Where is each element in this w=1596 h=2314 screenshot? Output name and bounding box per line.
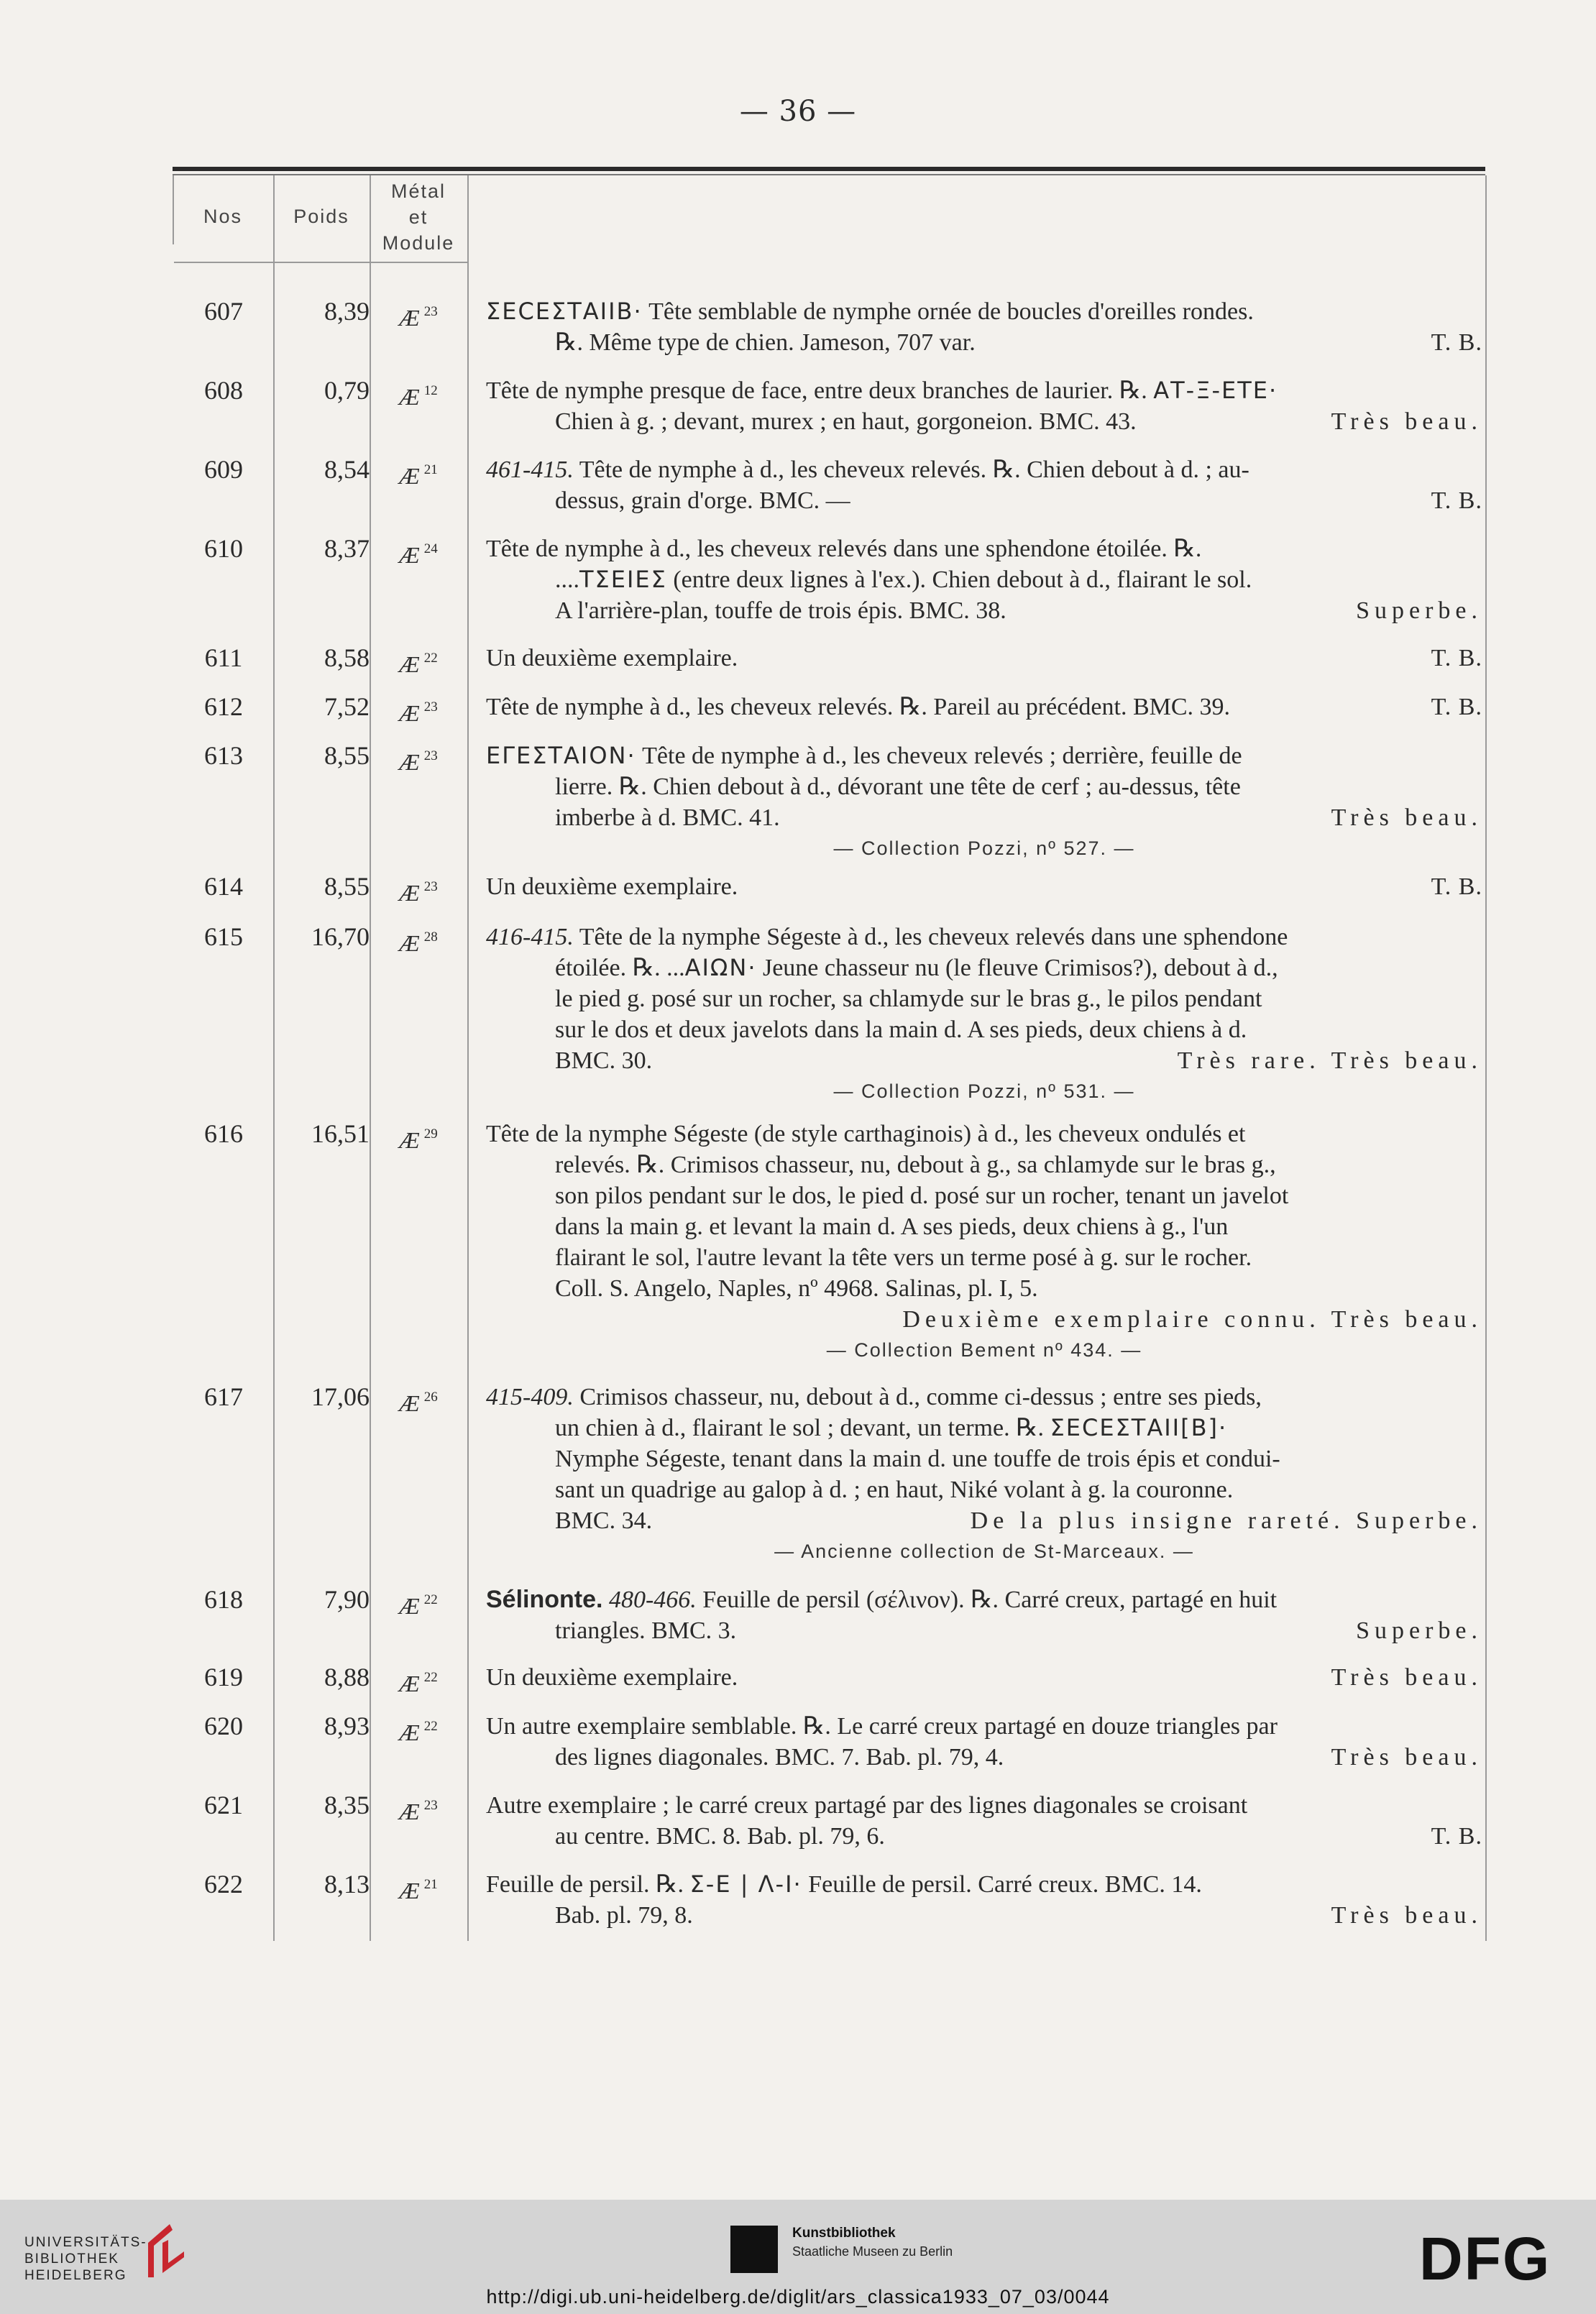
grade: Très beau. — [1331, 408, 1482, 435]
entry-description: Tête de nymphe à d., les cheveux relevés dans une sphendone étoilée. ℞. ....ΤΣΕΙΕΣ (entre deux lignes à l'ex.). Chien debout à d., flairant le sol. A l'arrière-plan, touffe de trois épis. BMC. 38. Superbe. — [486, 533, 1482, 626]
entry-number: 613 — [204, 741, 243, 770]
entry-description: ΣΕϹΕΣΤΑΙΙΒ· Tête semblable de nymphe ornée de boucles d'oreilles rondes. ℞. Même type de chien. Jameson, 707 var. T. B. — [486, 296, 1482, 358]
entry-weight: 8,58 — [324, 643, 370, 672]
entry-number: 610 — [204, 534, 243, 563]
collection-note: — Ancienne collection de St-Marceaux. — — [774, 1541, 1194, 1562]
grade: Superbe. — [1356, 1617, 1482, 1644]
entry-metal: Æ $^{28}$ — [399, 929, 438, 956]
entry-metal: Æ $^{12}$ — [399, 383, 438, 410]
dfg-logo[interactable]: DFG — [1419, 2225, 1551, 2292]
ub-heidelberg-wordmark[interactable]: UNIVERSITÄTS- BIBLIOTHEK HEIDELBERG — [24, 2235, 147, 2283]
page-number: — 36 — — [739, 95, 857, 128]
kunstbibliothek-subtitle: Staatliche Museen zu Berlin — [792, 2244, 953, 2259]
entry-number: 607 — [204, 297, 243, 326]
entry-number: 609 — [204, 455, 243, 484]
entry-number: 608 — [204, 376, 243, 405]
entry-weight: 7,90 — [324, 1585, 370, 1614]
column-header-metal: Métal et Module — [382, 180, 455, 254]
entry-number: 618 — [204, 1585, 243, 1614]
grade: T. B. — [1431, 487, 1482, 514]
column-divider — [1485, 175, 1487, 1941]
entry-weight: 8,55 — [324, 872, 370, 901]
coin-legend: ΣΕϹΕΣΤΑΙΙ[Β]· — [1050, 1414, 1228, 1441]
column-divider — [467, 175, 469, 1941]
entry-number: 621 — [204, 1791, 243, 1819]
entry-metal: Æ $^{26}$ — [399, 1390, 438, 1416]
permalink-url[interactable]: http://digi.ub.uni-heidelberg.de/diglit/ars_classica1933_07_03/0044 — [486, 2286, 1110, 2308]
collection-note: — Collection Pozzi, nº 527. — — [833, 837, 1135, 859]
entry-metal: Æ $^{24}$ — [399, 541, 438, 568]
entry-description: Un deuxième exemplaire. T. B. — [486, 643, 1482, 674]
entry-metal: Æ $^{22}$ — [399, 1670, 438, 1697]
entry-weight: 8,37 — [324, 534, 370, 563]
entry-weight: 16,70 — [311, 922, 370, 951]
grade: Superbe. — [1356, 597, 1482, 624]
grade: T. B. — [1431, 329, 1482, 356]
column-header-poids: Poids — [293, 206, 349, 227]
entry-weight: 0,79 — [324, 376, 370, 405]
coin-legend: ΕΓΕΣΤΑΙΟΝ· — [486, 742, 636, 769]
entry-description: Un deuxième exemplaire. Très beau. — [486, 1662, 1482, 1693]
entry-weight: 8,39 — [324, 297, 370, 326]
entry-metal: Æ $^{23}$ — [399, 699, 438, 726]
entry-number: 620 — [204, 1712, 243, 1740]
table-top-rule — [173, 167, 1485, 171]
entry-metal: Æ $^{21}$ — [399, 462, 438, 489]
entry-number: 612 — [204, 692, 243, 721]
entry-number: 611 — [204, 643, 243, 672]
ub-logo-icon[interactable] — [141, 2221, 188, 2280]
grade: Très beau. — [1331, 804, 1482, 831]
grade: T. B. — [1431, 1823, 1482, 1850]
entry-number: 622 — [204, 1870, 243, 1899]
digitization-footer — [0, 2200, 1596, 2314]
date-range: 416-415. — [486, 924, 574, 950]
entry-weight: 7,52 — [324, 692, 370, 721]
date-range: 415-409. — [486, 1384, 574, 1410]
grade: T. B. — [1431, 645, 1482, 671]
entry-weight: 8,93 — [324, 1712, 370, 1740]
entry-description: Tête de nymphe à d., les cheveux relevés. ℞. Pareil au précédent. BMC. 39. T. B. — [486, 692, 1482, 722]
entry-description: Feuille de persil. ℞. Σ-Ε | Λ-Ι· Feuille de persil. Carré creux. BMC. 14. Bab. pl. 79, 8. Très beau. — [486, 1869, 1482, 1931]
entry-metal: Æ $^{22}$ — [399, 651, 438, 677]
entry-description: Un deuxième exemplaire. T. B. — [486, 871, 1482, 902]
grade: Très rare. Très beau. — [1177, 1047, 1482, 1074]
entry-description: 461-415. Tête de nymphe à d., les cheveux relevés. ℞. Chien debout à d. ; au- dessus, grain d'orge. BMC. — T. B. — [486, 454, 1482, 516]
entry-number: 616 — [204, 1119, 243, 1148]
section-heading: Sélinonte. — [486, 1586, 603, 1613]
grade: Très beau. — [1331, 1664, 1482, 1691]
entry-weight: 17,06 — [311, 1382, 370, 1411]
entry-metal: Æ $^{21}$ — [399, 1877, 438, 1904]
grade: De la plus insigne rareté. Superbe. — [970, 1507, 1482, 1534]
entry-weight: 8,13 — [324, 1870, 370, 1899]
entry-description: Un autre exemplaire semblable. ℞. Le carré creux partagé en douze triangles par des lignes diagonales. BMC. 7. Bab. pl. 79, 4. Très beau. — [486, 1711, 1482, 1773]
entry-weight: 8,35 — [324, 1791, 370, 1819]
entry-weight: 8,88 — [324, 1663, 370, 1691]
entry-metal: Æ $^{23}$ — [399, 304, 438, 331]
entry-number: 619 — [204, 1663, 243, 1691]
entry-metal: Æ $^{29}$ — [399, 1126, 438, 1153]
entry-metal: Æ $^{23}$ — [399, 879, 438, 906]
entry-metal: Æ $^{22}$ — [399, 1719, 438, 1745]
coin-legend: Σ-Ε | Λ-Ι· — [689, 1870, 802, 1898]
entry-description: Autre exemplaire ; le carré creux partagé par des lignes diagonales se croisant au centre. BMC. 8. Bab. pl. 79, 6. T. B. — [486, 1790, 1482, 1852]
grade: Deuxième exemplaire connu. Très beau. — [902, 1306, 1482, 1333]
entry-metal: Æ $^{22}$ — [399, 1592, 438, 1619]
collection-note: — Collection Bement nº 434. — — [826, 1339, 1142, 1361]
grade: Très beau. — [1331, 1902, 1482, 1929]
entry-number: 614 — [204, 872, 243, 901]
entry-description: Sélinonte. 480-466. Feuille de persil (σέλινον). ℞. Carré creux, partagé en huit triangles. BMC. 3. Superbe. — [486, 1584, 1482, 1646]
grade: T. B. — [1431, 873, 1482, 900]
column-header-nos: Nos — [203, 206, 242, 227]
kunstbibliothek-logo-icon[interactable] — [730, 2226, 778, 2273]
coin-legend: ΑΙΩΝ· — [684, 954, 757, 981]
entry-description: 415-409. Crimisos chasseur, nu, debout à d., comme ci-dessus ; entre ses pieds, un chien à d., flairant le sol ; devant, un terme. ℞. ΣΕϹΕΣΤΑΙΙ[Β]· Nymphe Ségeste, tenant dans la main d. une touffe de trois épis et condui- sant un quadrige au galop à d. ; en haut, Niké volant à g. la couronne. BMC. 34. De la plus insigne rareté. Superbe. — Ancienne collection de St-Marceaux. — — [486, 1382, 1482, 1567]
collection-note: — Collection Pozzi, nº 531. — — [833, 1080, 1135, 1102]
grade: Très beau. — [1331, 1744, 1482, 1771]
grade: T. B. — [1431, 694, 1482, 720]
entry-description: Tête de nymphe presque de face, entre deux branches de laurier. ℞. ΑΤ-Ξ-ΕΤΕ· Chien à g. ; devant, murex ; en haut, gorgoneion. BMC. 43. Très beau. — [486, 375, 1482, 437]
entry-description: ΕΓΕΣΤΑΙΟΝ· Tête de nymphe à d., les cheveux relevés ; derrière, feuille de lierre. ℞. Chien debout à d., dévorant une tête de cerf ; au-dessus, tête imberbe à d. BMC. 41. Très beau. — Collection Pozzi, nº 527. — — [486, 740, 1482, 864]
coin-legend: ΣΕϹΕΣΤΑΙΙΒ· — [486, 298, 643, 325]
coin-legend: ΑΤ-Ξ-ΕΤΕ· — [1153, 377, 1278, 404]
entry-metal: Æ $^{23}$ — [399, 748, 438, 775]
entry-metal: Æ $^{23}$ — [399, 1798, 438, 1824]
entry-description: 416-415. Tête de la nymphe Ségeste à d., les cheveux relevés dans une sphendone étoilée. ℞. ...ΑΙΩΝ· Jeune chasseur nu (le fleuve Crimisos?), debout à d., le pied g. posé sur un rocher, sa chlamyde sur le bras g., le pilos pendant sur le dos et deux javelots dans la main d. A ses pieds, deux chiens à d. BMC. 30. Très rare. Très beau. — Collection Pozzi, nº 531. — — [486, 922, 1482, 1107]
header-underline — [174, 262, 467, 263]
entry-weight: 8,54 — [324, 455, 370, 484]
entry-weight: 16,51 — [311, 1119, 370, 1148]
coin-legend: ΤΣΕΙΕΣ — [579, 566, 667, 593]
date-range: 461-415. — [486, 456, 574, 483]
entry-number: 617 — [204, 1382, 243, 1411]
entry-number: 615 — [204, 922, 243, 951]
entry-description: Tête de la nymphe Ségeste (de style carthaginois) à d., les cheveux ondulés et relevés. ℞. Crimisos chasseur, nu, debout à g., sa chlamyde sur le bras g., son pilos pendant sur le dos, le pied d. posé sur un rocher, tenant un javelot dans la main g. et levant la main d. A ses pieds, deux chiens à g., l'un flairant le sol, l'autre levant la tête vers un terme posé à g. sur le rocher. Coll. S. Angelo, Naples, nº 4968. Salinas, pl. I, 5. Deuxième exemplaire connu. Très beau. — Collection Bement nº 434. — — [486, 1119, 1482, 1366]
kunstbibliothek-name: Kunstbibliothek — [792, 2226, 896, 2241]
entry-weight: 8,55 — [324, 741, 370, 770]
date-range: 480-466. — [602, 1587, 697, 1613]
